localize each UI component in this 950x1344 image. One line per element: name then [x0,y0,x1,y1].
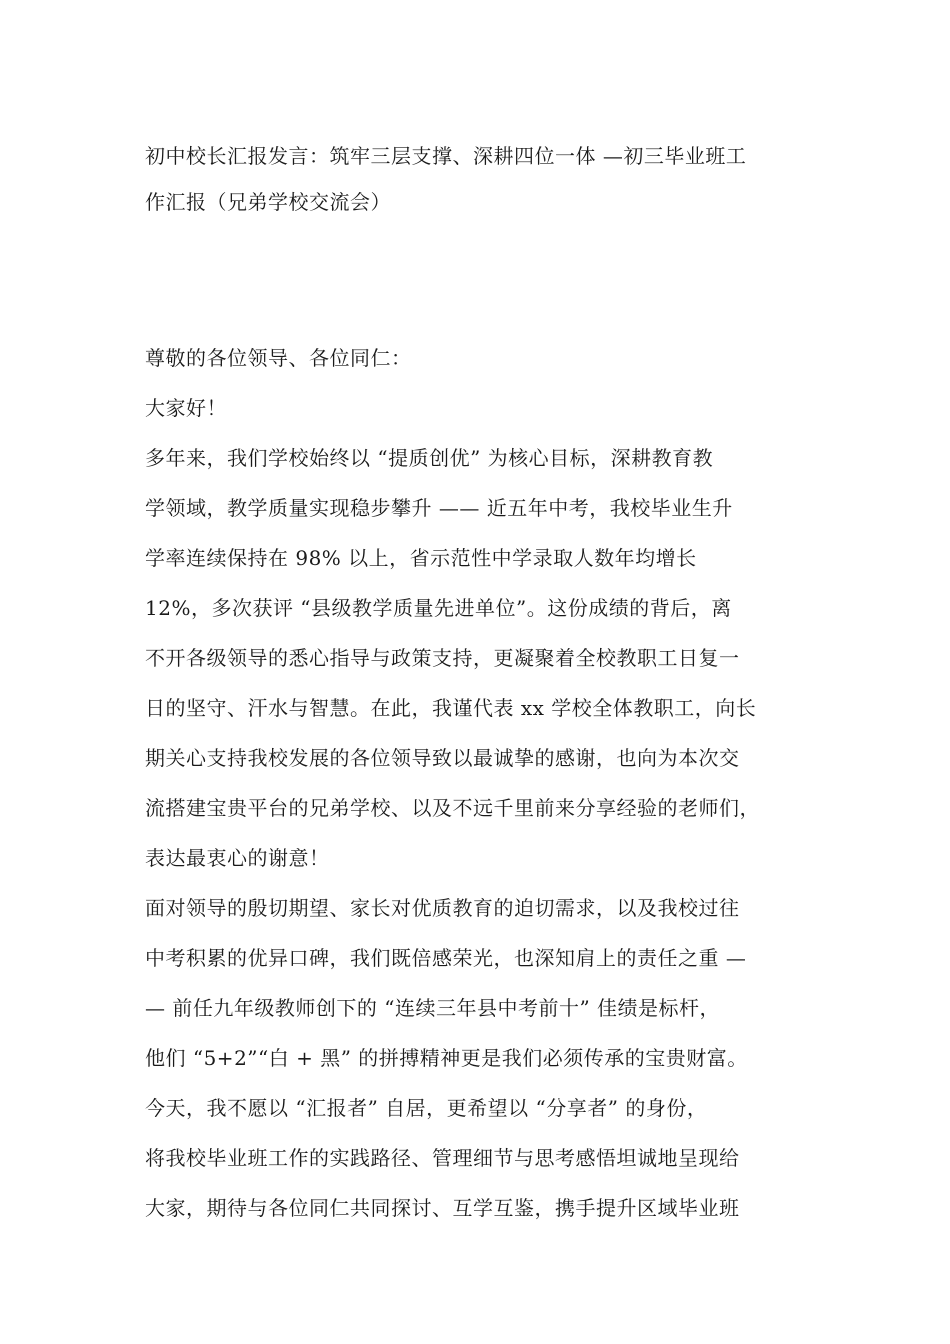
paragraph-line: 多年来，我们学校始终以 “提质创优” 为核心目标，深耕教育教 [145,446,714,470]
paragraph-line: 12%，多次获评 “县级教学质量先进单位”。这份成绩的背后，离 [145,596,732,620]
paragraph-line: 不开各级领导的悉心指导与政策支持，更凝聚着全校教职工日复一 [145,646,740,670]
salutation: 尊敬的各位领导、各位同仁： [145,346,412,370]
document-title [145,133,825,225]
title-line: 作汇报（兄弟学校交流会） [145,190,391,214]
paragraph-line: 期关心支持我校发展的各位领导致以最诚挚的感谢，也向为本次交 [145,746,740,770]
paragraph-line: 表达最衷心的谢意！ [145,846,330,870]
paragraph-line: 学率连续保持在 98% 以上，省示范性中学录取人数年均增长 [145,546,697,570]
paragraph-line: 日的坚守、汗水与智慧。在此，我谨代表 xx 学校全体教职工，向长 [145,696,757,720]
paragraph-line: 今天，我不愿以 “汇报者” 自居，更希望以 “分享者” 的身份， [145,1096,708,1120]
paragraph-line: 他们 “5+2”“白 + 黑” 的拼搏精神更是我们必须传承的宝贵财富。 [145,1046,748,1070]
paragraph-line: 学领域，教学质量实现稳步攀升 —— 近五年中考，我校毕业生升 [145,496,733,520]
paragraph-line: 面对领导的殷切期望、家长对优质教育的迫切需求，以及我校过往 [145,896,740,920]
document-body [145,333,835,1233]
paragraph-line: 大家，期待与各位同仁共同探讨、互学互鉴，携手提升区域毕业班 [145,1196,740,1220]
paragraph-line: — 前任九年级教师创下的 “连续三年县中考前十” 佳绩是标杆， [145,996,721,1020]
paragraph-line: 将我校毕业班工作的实践路径、管理细节与思考感悟坦诚地呈现给 [145,1146,740,1170]
greeting: 大家好！ [145,396,227,420]
title-line: 初中校长汇报发言：筑牢三层支撑、深耕四位一体 —初三毕业班工 [145,144,747,168]
paragraph-line: 中考积累的优异口碑，我们既倍感荣光，也深知肩上的责任之重 — [145,946,747,970]
paragraph-line: 流搭建宝贵平台的兄弟学校、以及不远千里前来分享经验的老师们， [145,796,760,820]
